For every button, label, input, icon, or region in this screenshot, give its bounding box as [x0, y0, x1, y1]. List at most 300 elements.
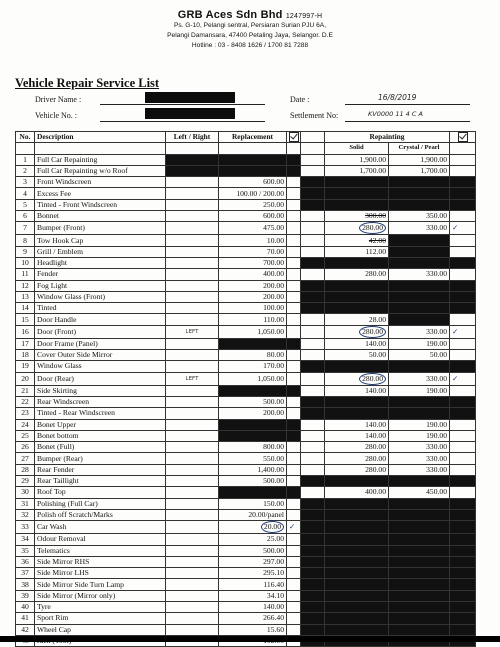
- row-no: 1: [16, 154, 35, 165]
- replacement-price: 25.00: [266, 534, 284, 544]
- row-replacement: [219, 314, 287, 325]
- row-solid: [325, 361, 389, 372]
- row-spacer: [301, 325, 325, 338]
- row-description: Fog Light: [35, 280, 166, 291]
- row-replacement-tick: [287, 325, 301, 338]
- table-row: [16, 280, 476, 291]
- table-row: [16, 464, 476, 475]
- row-replacement-tick: [287, 464, 301, 475]
- table-row: [16, 545, 476, 556]
- table-row: [16, 601, 476, 612]
- row-replacement-tick: [287, 430, 301, 441]
- row-repaint-tick: [450, 350, 476, 361]
- row-repaint-tick: [450, 372, 476, 385]
- row-replacement: [219, 199, 287, 210]
- date-label: Date :: [290, 95, 310, 104]
- row-left-right: [166, 211, 219, 222]
- replacement-price: 200.00: [263, 292, 284, 301]
- row-description: Sport Rim: [35, 613, 166, 624]
- row-no: 3: [16, 177, 35, 188]
- row-repaint-tick: [450, 521, 476, 534]
- row-solid: [325, 430, 389, 441]
- row-no: 29: [16, 476, 35, 487]
- row-description: Window Glass (Front): [35, 291, 166, 302]
- row-spacer: [301, 601, 325, 612]
- row-left-right: [166, 257, 219, 268]
- date-line: [345, 104, 470, 105]
- row-no: 38: [16, 579, 35, 590]
- solid-price: 112.00: [365, 246, 386, 256]
- row-description: Door Frame (Panel): [35, 338, 166, 349]
- row-solid: [325, 556, 389, 567]
- row-crystal: [389, 291, 450, 302]
- row-replacement-tick: [287, 211, 301, 222]
- row-solid: [325, 624, 389, 635]
- row-repaint-tick: [450, 385, 476, 396]
- settlement-line: [345, 121, 470, 122]
- row-replacement-tick: [287, 385, 301, 396]
- row-solid: [325, 601, 389, 612]
- replacement-price: 295.10: [263, 568, 284, 578]
- row-left-right: [166, 521, 219, 534]
- row-solid: [325, 350, 389, 361]
- row-spacer: [301, 509, 325, 520]
- solid-price: 300.00: [365, 211, 386, 221]
- row-crystal: [389, 235, 450, 246]
- date-value: 16/8/2019: [378, 93, 417, 102]
- row-spacer: [301, 314, 325, 325]
- replacement-price: 600.00: [263, 177, 284, 187]
- solid-price: 140.00: [365, 338, 386, 348]
- row-replacement: [219, 222, 287, 235]
- row-replacement-tick: [287, 579, 301, 590]
- row-solid: [325, 199, 389, 210]
- row-crystal: 1,900.00: [389, 154, 450, 165]
- row-left-right: [166, 430, 219, 441]
- row-replacement-tick: [287, 556, 301, 567]
- row-description: Roof Top: [35, 487, 166, 498]
- row-replacement: [219, 211, 287, 222]
- row-description: Tyre: [35, 601, 166, 612]
- replacement-price: 500.00: [263, 397, 284, 407]
- row-left-right: [166, 579, 219, 590]
- table-row: [16, 338, 476, 349]
- row-replacement: [219, 487, 287, 498]
- replacement-price: 475.00: [263, 223, 284, 233]
- table-row: [16, 408, 476, 419]
- row-replacement-tick: [287, 350, 301, 361]
- row-crystal: [389, 509, 450, 520]
- replacement-price: 1,050.00: [257, 373, 284, 383]
- row-spacer: [301, 222, 325, 235]
- row-description: Rear Taillight: [35, 476, 166, 487]
- row-solid: [325, 372, 389, 385]
- row-repaint-tick: [450, 280, 476, 291]
- table-row: [16, 509, 476, 520]
- row-replacement-tick: [287, 408, 301, 419]
- row-description: Bumper (Rear): [35, 453, 166, 464]
- row-repaint-tick: [450, 199, 476, 210]
- replacement-price: 20.00: [261, 521, 284, 533]
- row-replacement: [219, 453, 287, 464]
- table-row: [16, 590, 476, 601]
- row-replacement-tick: [287, 613, 301, 624]
- replacement-price: 200.00: [263, 408, 284, 418]
- row-no: 25: [16, 430, 35, 441]
- row-replacement: [219, 325, 287, 338]
- row-repaint-tick: [450, 487, 476, 498]
- row-description: Odour Removal: [35, 534, 166, 545]
- row-repaint-tick: [450, 314, 476, 325]
- replacement-price: 400.00: [263, 269, 284, 279]
- row-description: Fender: [35, 269, 166, 280]
- row-left-right: LEFT: [166, 372, 219, 385]
- row-spacer: [301, 476, 325, 487]
- row-crystal: [389, 590, 450, 601]
- row-spacer: [301, 246, 325, 257]
- row-repaint-tick: [450, 579, 476, 590]
- row-left-right: [166, 498, 219, 509]
- row-no: 4: [16, 188, 35, 199]
- row-no: 31: [16, 498, 35, 509]
- replacement-price: 297.00: [263, 556, 284, 566]
- solid-price: 1,900.00: [359, 154, 386, 164]
- solid-price: 280.00: [365, 453, 386, 463]
- row-replacement: [219, 430, 287, 441]
- row-description: Side Mirror RHS: [35, 556, 166, 567]
- row-replacement-tick: [287, 257, 301, 268]
- row-left-right: [166, 442, 219, 453]
- row-replacement-tick: [287, 396, 301, 407]
- replacement-price: 15.60: [266, 624, 284, 634]
- row-solid: [325, 222, 389, 235]
- table-row: [16, 303, 476, 314]
- row-replacement: [219, 165, 287, 176]
- row-no: 13: [16, 291, 35, 302]
- company-name-line: [0, 9, 500, 21]
- pen-tick-icon: ✓: [452, 373, 459, 383]
- row-spacer: [301, 188, 325, 199]
- row-replacement: [219, 257, 287, 268]
- row-solid: [325, 291, 389, 302]
- col-spacer: [301, 132, 325, 143]
- row-description: Door Handle: [35, 314, 166, 325]
- row-repaint-tick: [450, 590, 476, 601]
- row-description: Tinted: [35, 303, 166, 314]
- row-left-right: [166, 361, 219, 372]
- row-no: 42: [16, 624, 35, 635]
- row-spacer: [301, 408, 325, 419]
- company-name: GRB Aces Sdn Bhd: [177, 9, 283, 21]
- row-repaint-tick: [450, 246, 476, 257]
- row-no: 16: [16, 325, 35, 338]
- row-description: Full Car Repainting: [35, 154, 166, 165]
- row-left-right: [166, 385, 219, 396]
- row-left-right: [166, 154, 219, 165]
- driver-name-label: Driver Name :: [35, 95, 82, 104]
- row-replacement: [219, 579, 287, 590]
- table-row: [16, 624, 476, 635]
- row-repaint-tick: [450, 430, 476, 441]
- row-spacer: [301, 396, 325, 407]
- row-repaint-tick: [450, 568, 476, 579]
- table-row: [16, 453, 476, 464]
- row-replacement-tick: [287, 624, 301, 635]
- row-solid: [325, 235, 389, 246]
- replacement-price: 100.00: [263, 303, 284, 313]
- table-row: [16, 568, 476, 579]
- table-row: [16, 199, 476, 210]
- row-crystal: 330.00: [389, 442, 450, 453]
- row-replacement: [219, 361, 287, 372]
- row-replacement-tick: [287, 498, 301, 509]
- row-no: 19: [16, 361, 35, 372]
- row-description: Window Glass: [35, 361, 166, 372]
- row-solid: [325, 453, 389, 464]
- pen-tick-icon: ✓: [452, 223, 459, 233]
- row-replacement-tick: [287, 476, 301, 487]
- row-replacement: [219, 624, 287, 635]
- row-left-right: [166, 613, 219, 624]
- row-spacer: [301, 534, 325, 545]
- replacement-price: 110.00: [263, 314, 284, 324]
- row-repaint-tick: [450, 476, 476, 487]
- row-solid: [325, 545, 389, 556]
- row-solid: [325, 325, 389, 338]
- row-spacer: [301, 568, 325, 579]
- col-left-right: Left / Right: [166, 132, 219, 143]
- row-solid: [325, 521, 389, 534]
- pen-tick-icon: ✓: [289, 522, 296, 532]
- row-replacement: [219, 464, 287, 475]
- row-description: Side Skirting: [35, 385, 166, 396]
- checked-box-icon: [458, 132, 468, 142]
- row-left-right: [166, 188, 219, 199]
- table-subheader-row: [16, 143, 476, 154]
- row-replacement-tick: [287, 199, 301, 210]
- solid-price: 400.00: [365, 487, 386, 497]
- row-spacer: [301, 303, 325, 314]
- row-repaint-tick: [450, 154, 476, 165]
- row-crystal: 330.00: [389, 372, 450, 385]
- repainting-checkbox: [450, 132, 476, 143]
- row-replacement: [219, 291, 287, 302]
- page-edge: [0, 636, 500, 642]
- row-replacement-tick: [287, 338, 301, 349]
- row-replacement-tick: [287, 568, 301, 579]
- row-no: 24: [16, 419, 35, 430]
- row-no: 21: [16, 385, 35, 396]
- row-replacement-tick: [287, 280, 301, 291]
- row-repaint-tick: [450, 464, 476, 475]
- row-crystal: [389, 521, 450, 534]
- row-no: 14: [16, 303, 35, 314]
- row-solid: [325, 280, 389, 291]
- row-no: 12: [16, 280, 35, 291]
- row-spacer: [301, 361, 325, 372]
- row-replacement: [219, 246, 287, 257]
- row-no: 17: [16, 338, 35, 349]
- row-repaint-tick: [450, 165, 476, 176]
- table-row: [16, 211, 476, 222]
- row-no: 30: [16, 487, 35, 498]
- row-crystal: [389, 556, 450, 567]
- vehicle-no-label: Vehicle No. :: [35, 111, 77, 120]
- row-solid: [325, 269, 389, 280]
- row-crystal: 330.00: [389, 325, 450, 338]
- row-replacement: [219, 568, 287, 579]
- row-replacement: [219, 408, 287, 419]
- table-header-row: [16, 132, 476, 143]
- row-description: Side Mirror LHS: [35, 568, 166, 579]
- row-description: Car Wash: [35, 521, 166, 534]
- pen-tick-icon: ✓: [452, 326, 459, 336]
- row-repaint-tick: [450, 509, 476, 520]
- replacement-price: 700.00: [263, 258, 284, 268]
- row-description: Side Mirror Side Turn Lamp: [35, 579, 166, 590]
- row-description: Bonnet: [35, 211, 166, 222]
- row-solid: [325, 303, 389, 314]
- row-no: 9: [16, 246, 35, 257]
- row-replacement: [219, 396, 287, 407]
- row-crystal: 330.00: [389, 269, 450, 280]
- row-repaint-tick: [450, 613, 476, 624]
- row-no: 6: [16, 211, 35, 222]
- row-spacer: [301, 350, 325, 361]
- col-no: No.: [16, 132, 35, 143]
- row-description: Tinted - Rear Windscreen: [35, 408, 166, 419]
- row-left-right: [166, 453, 219, 464]
- replacement-checkbox: [287, 132, 301, 143]
- solid-price: 28.00: [368, 314, 386, 324]
- row-repaint-tick: [450, 257, 476, 268]
- row-replacement: [219, 188, 287, 199]
- row-no: 34: [16, 534, 35, 545]
- solid-price: 140.00: [365, 419, 386, 429]
- row-spacer: [301, 498, 325, 509]
- row-replacement: [219, 385, 287, 396]
- row-crystal: [389, 280, 450, 291]
- row-spacer: [301, 269, 325, 280]
- solid-price: 1,700.00: [359, 166, 386, 176]
- row-repaint-tick: [450, 624, 476, 635]
- row-repaint-tick: [450, 556, 476, 567]
- row-crystal: [389, 613, 450, 624]
- row-left-right: [166, 590, 219, 601]
- replacement-price: 500.00: [263, 476, 284, 486]
- row-description: Rear Fender: [35, 464, 166, 475]
- row-no: 5: [16, 199, 35, 210]
- row-no: 32: [16, 509, 35, 520]
- table-row: [16, 396, 476, 407]
- hotline: Hotline : 03 - 8408 1626 / 1700 81 7288: [191, 42, 309, 49]
- row-solid: [325, 509, 389, 520]
- row-replacement: [219, 498, 287, 509]
- replacement-price: 150.00: [263, 498, 284, 508]
- row-solid: [325, 246, 389, 257]
- row-spacer: [301, 430, 325, 441]
- row-replacement-tick: [287, 314, 301, 325]
- row-repaint-tick: [450, 211, 476, 222]
- row-replacement: [219, 476, 287, 487]
- row-description: Bonet Upper: [35, 419, 166, 430]
- replacement-price: 170.00: [263, 361, 284, 371]
- row-description: Tinted - Front Windscreen: [35, 199, 166, 210]
- row-repaint-tick: [450, 396, 476, 407]
- row-left-right: [166, 487, 219, 498]
- row-left-right: [166, 199, 219, 210]
- row-crystal: 330.00: [389, 453, 450, 464]
- table-row: [16, 430, 476, 441]
- row-description: Bonet bottom: [35, 430, 166, 441]
- row-solid: [325, 188, 389, 199]
- row-description: Telematics: [35, 545, 166, 556]
- solid-price: 280.00: [365, 269, 386, 279]
- row-description: Cover Outer Side Mirror: [35, 350, 166, 361]
- row-no: 11: [16, 269, 35, 280]
- row-description: Door (Rear): [35, 372, 166, 385]
- row-left-right: [166, 222, 219, 235]
- row-no: 10: [16, 257, 35, 268]
- row-left-right: [166, 165, 219, 176]
- solid-price: 280.00: [365, 442, 386, 452]
- row-spacer: [301, 291, 325, 302]
- row-description: Tow Hook Cap: [35, 235, 166, 246]
- row-replacement: [219, 177, 287, 188]
- row-no: 26: [16, 442, 35, 453]
- row-replacement-tick: [287, 235, 301, 246]
- vehicle-no-line: [100, 121, 265, 122]
- replacement-price: 10.00: [266, 235, 284, 245]
- row-left-right: [166, 246, 219, 257]
- row-description: Wheel Cap: [35, 624, 166, 635]
- row-spacer: [301, 521, 325, 534]
- replacement-price: 70.00: [266, 246, 284, 256]
- row-replacement-tick: [287, 154, 301, 165]
- row-no: 35: [16, 545, 35, 556]
- table-body: [16, 154, 476, 647]
- table-row: [16, 476, 476, 487]
- row-crystal: 350.00: [389, 211, 450, 222]
- row-solid: [325, 385, 389, 396]
- row-crystal: 190.00: [389, 385, 450, 396]
- row-replacement-tick: [287, 246, 301, 257]
- row-solid: [325, 396, 389, 407]
- solid-price: 140.00: [365, 430, 386, 440]
- address-line-1: Ps. G-10, Pelangi sentral, Persiaran Surian PJU 6A,: [173, 22, 327, 29]
- row-replacement: [219, 350, 287, 361]
- row-replacement-tick: [287, 165, 301, 176]
- table-row: [16, 269, 476, 280]
- row-no: 41: [16, 613, 35, 624]
- row-replacement-tick: [287, 534, 301, 545]
- row-replacement-tick: [287, 419, 301, 430]
- row-repaint-tick: [450, 534, 476, 545]
- row-no: 8: [16, 235, 35, 246]
- row-spacer: [301, 177, 325, 188]
- solid-price: 50.00: [368, 350, 386, 360]
- row-description: Door (Front): [35, 325, 166, 338]
- row-replacement: [219, 280, 287, 291]
- row-crystal: [389, 601, 450, 612]
- row-crystal: [389, 246, 450, 257]
- service-table: [15, 131, 476, 647]
- row-solid: [325, 314, 389, 325]
- solid-price: 140.00: [365, 385, 386, 395]
- row-spacer: [301, 372, 325, 385]
- row-replacement: [219, 590, 287, 601]
- row-replacement: [219, 303, 287, 314]
